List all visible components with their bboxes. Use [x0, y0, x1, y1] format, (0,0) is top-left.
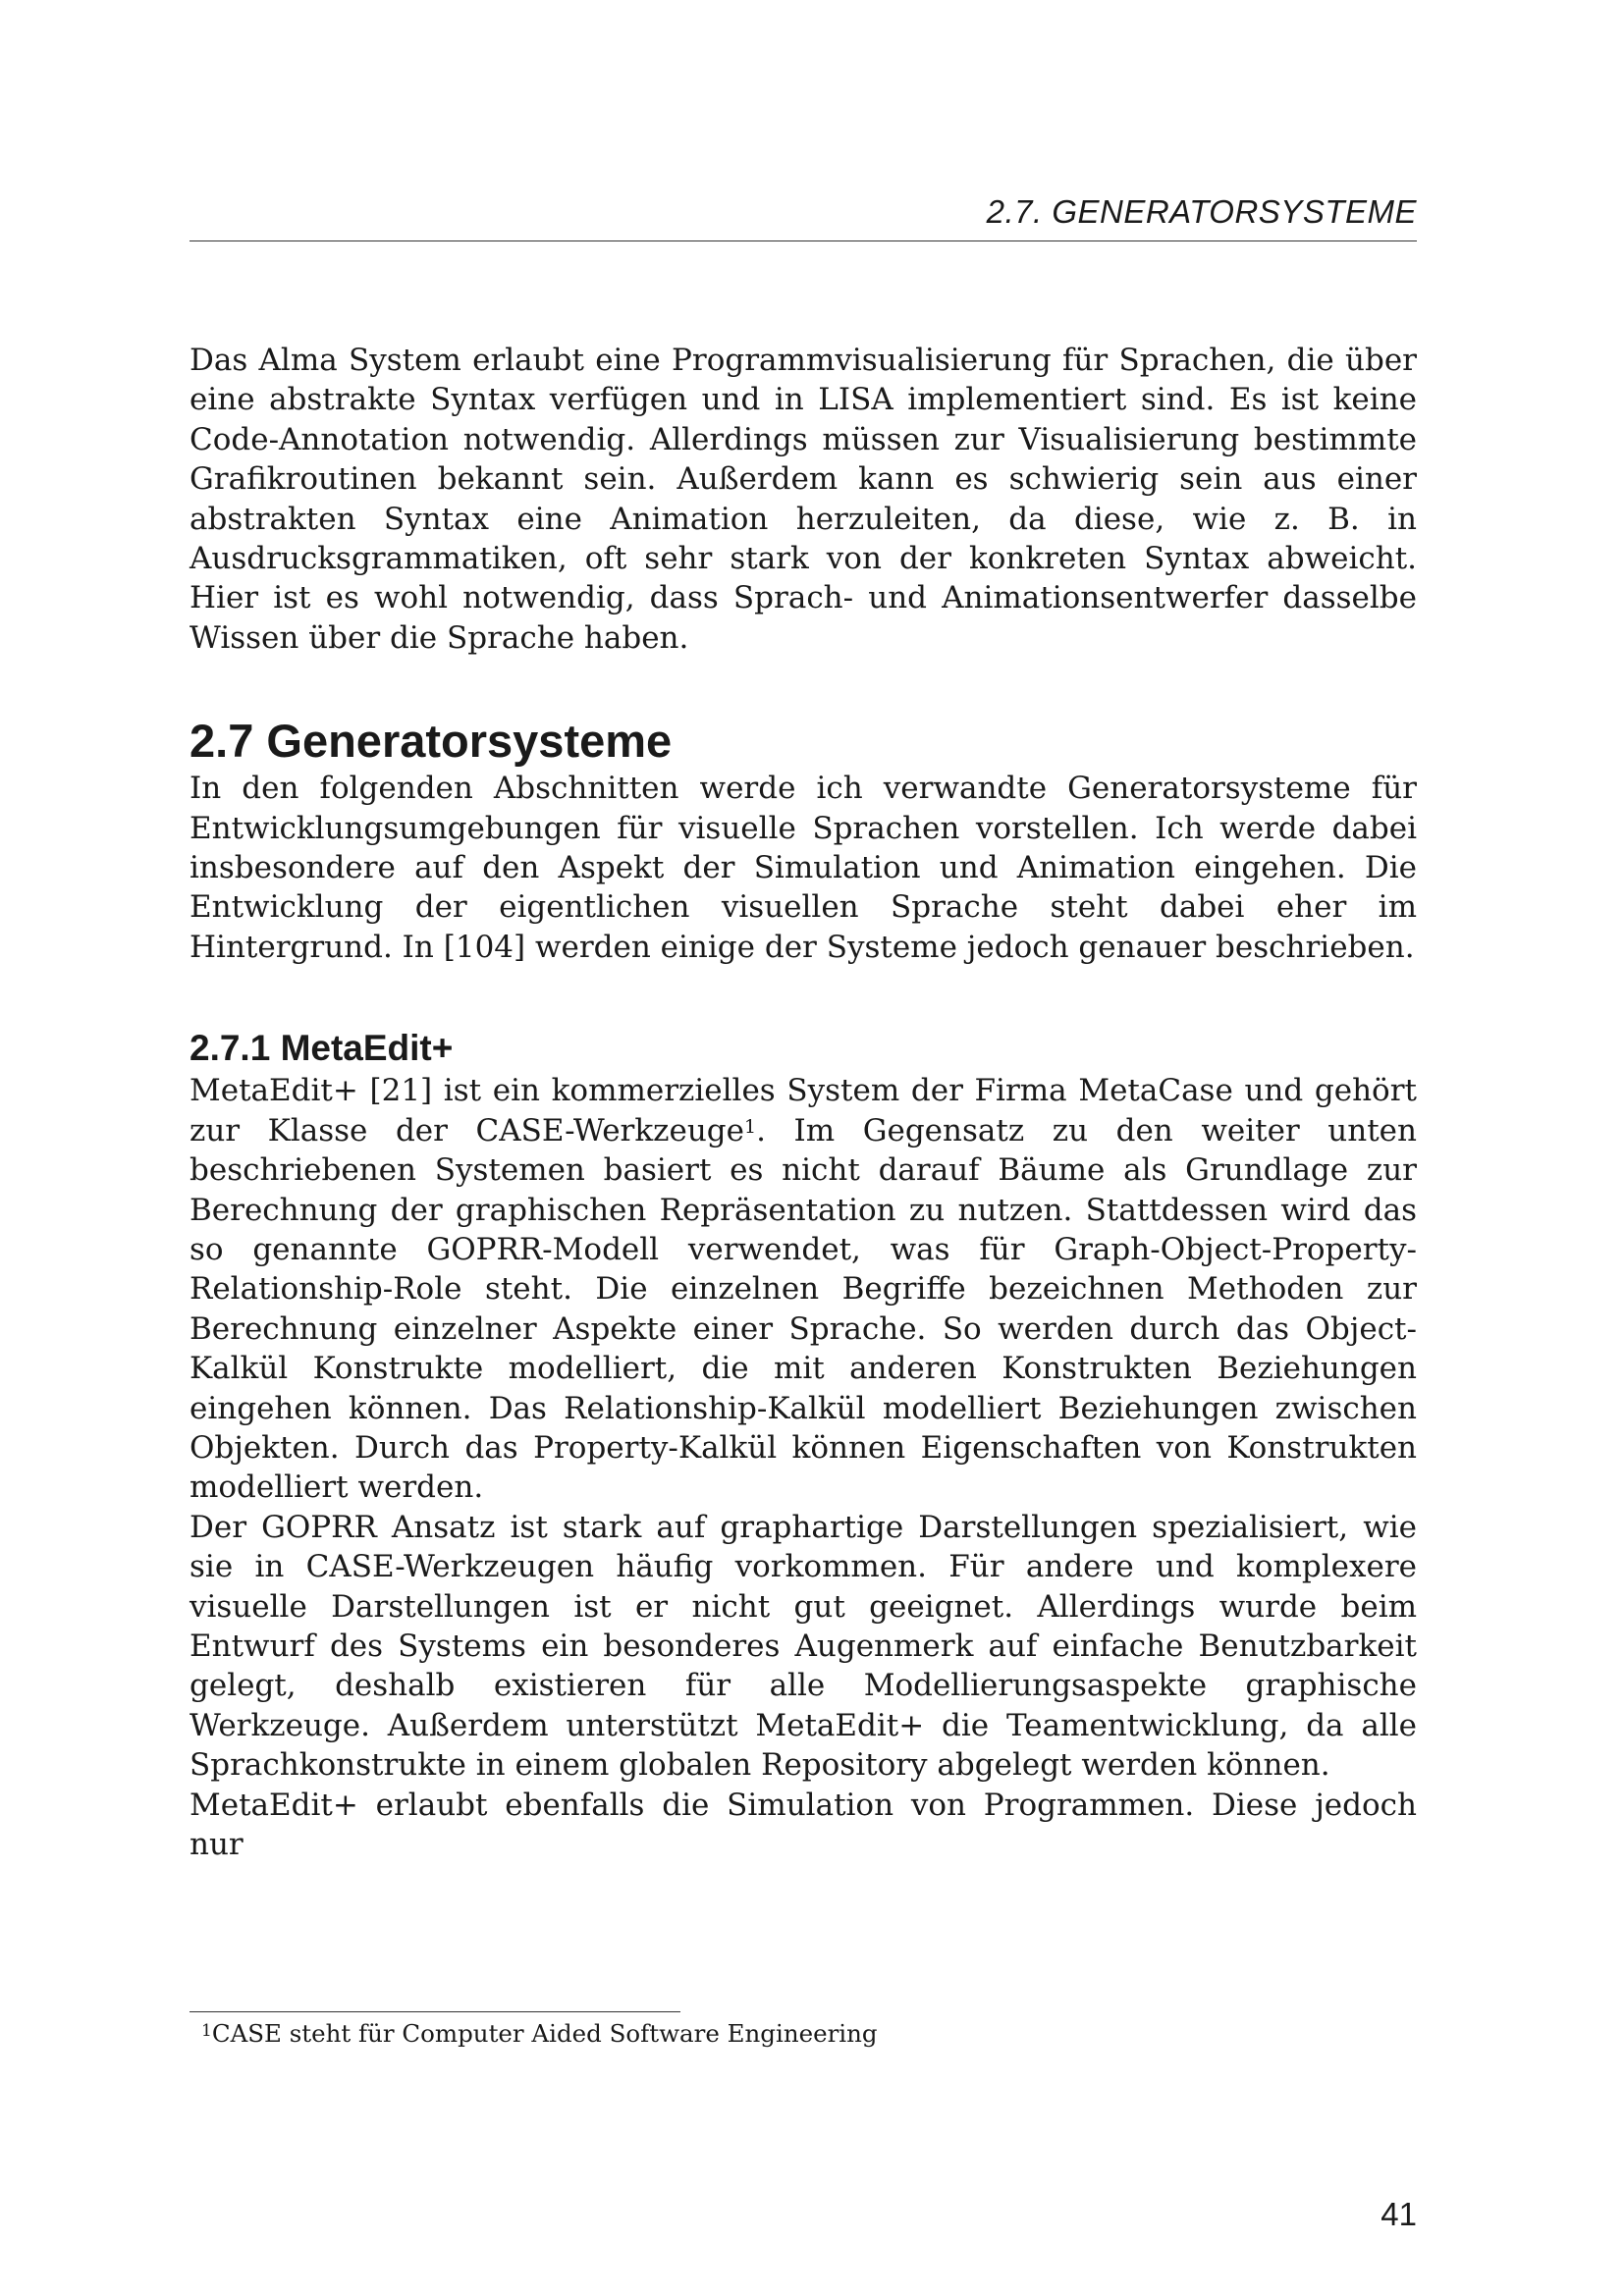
metaedit-paragraph-1-start: MetaEdit+ [21] ist ein kommerzielles System der Firma MetaCase und gehört zur Klasse der CASE-Werkzeuge — [189, 1073, 1417, 1148]
page-number: 41 — [1380, 2196, 1417, 2232]
metaedit-paragraph-1-rest: . Im Gegensatz zu den weiter unten beschriebenen Systemen basiert es nicht darauf Bäume als Grundlage zur Berechnung der graphischen Repräsentation zu nutzen. Stattdessen wird das so genannte GOPRR-Modell verwendet, was für Graph-Object-Property-Relationship-Role steht. Die einzelnen Begriffe bezeichnen Methoden zur Berechnung einzelner Aspekte einer Sprache. So werden durch das Object-Kalkül Konstrukte modelliert, die mit anderen Konstrukten Beziehungen eingehen können. Das Relationship-Kalkül modelliert Beziehungen zwischen Objekten. Durch das Property-Kalkül können Eigenschaften von Konstrukten modelliert werden. — [189, 1112, 1417, 1506]
metaedit-paragraph-2: Der GOPRR Ansatz ist stark auf graphartige Darstellungen spezialisiert, wie sie in CASE-Werkzeugen häufig vorkommen. Für andere und komplexere visuelle Darstellungen ist er nicht gut geeignet. Allerdings wurde beim Entwurf des Systems ein besonderes Augenmerk auf einfache Benutzbarkeit gelegt, deshalb existieren für alle Modellierungsaspekte graphische Werkzeuge. Außerdem unterstützt MetaEdit+ die Teamentwicklung, da alle Sprachkonstrukte in einem globalen Repository abgelegt werden können. — [189, 1509, 1417, 1784]
running-header: 2.7. GENERATORSYSTEME — [986, 193, 1417, 230]
metaedit-paragraph-3: MetaEdit+ erlaubt ebenfalls die Simulation von Programmen. Diese jedoch nur — [189, 1787, 1417, 1862]
header-rule — [189, 240, 1417, 241]
main-content — [189, 341, 1417, 1864]
footnote — [201, 2019, 878, 2049]
section-heading: 2.7 Generatorsysteme — [189, 715, 673, 768]
metaedit-paragraph-1 — [189, 1071, 1417, 1507]
footnote-rule — [189, 2011, 680, 2012]
footnote-number: 1 — [201, 2021, 212, 2041]
section-intro-paragraph: In den folgenden Abschnitten werde ich verwandte Generatorsysteme für Entwicklungsumgebungen für visuelle Sprachen vorstellen. Ich werde dabei insbesondere auf den Aspekt der Simulation und Animation eingehen. Die Entwicklung der eigentlichen visuellen Sprache steht dabei eher im Hintergrund. In [104] werden einige der Systeme jedoch genauer beschrieben. — [189, 771, 1417, 965]
footnote-text: CASE steht für Computer Aided Software Engineering — [211, 2019, 878, 2048]
subsection-heading: 2.7.1 MetaEdit+ — [189, 1028, 454, 1069]
paragraph-alma: Das Alma System erlaubt eine Programmvisualisierung für Sprachen, die über eine abstrakte Syntax verfügen und in LISA implementiert sind. Es ist keine Code-Annotation notwendig. Allerdings müssen zur Visualisierung bestimmte Grafikroutinen bekannt sein. Außerdem kann es schwierig sein aus einer abstrakten Syntax eine Animation herzuleiten, da diese, wie z. B. in Ausdrucksgrammatiken, oft sehr stark von der konkreten Syntax abweicht. Hier ist es wohl notwendig, dass Sprach- und Animationsentwerfer dasselbe Wissen über die Sprache haben. — [189, 343, 1417, 656]
footnote-mark[interactable]: 1 — [744, 1115, 757, 1138]
